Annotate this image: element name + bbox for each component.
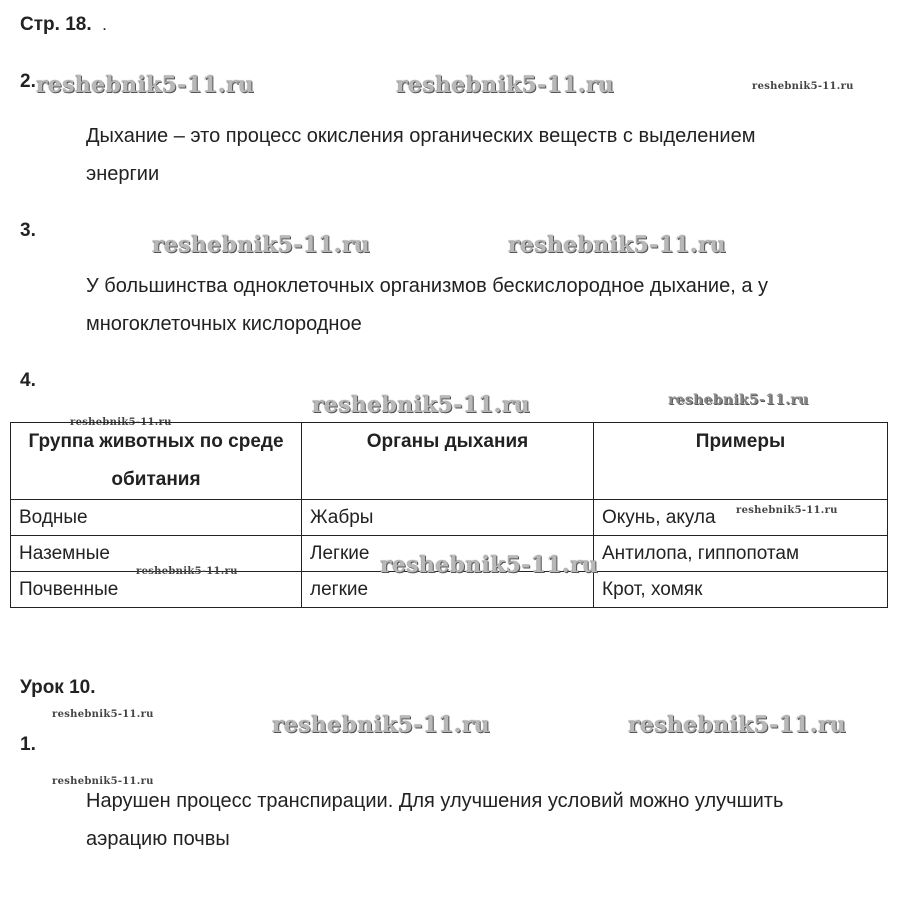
watermark: reshebnik5-11.ru: [136, 566, 238, 577]
lesson-task-1-line-2: аэрацию почвы: [86, 828, 230, 850]
watermark: reshebnik5-11.ru: [668, 392, 809, 408]
watermark: reshebnik5-11.ru: [380, 552, 599, 578]
watermark: reshebnik5-11.ru: [70, 417, 172, 428]
watermark: reshebnik5-11.ru: [272, 712, 491, 738]
table-cell: Наземные: [11, 536, 302, 572]
watermark: reshebnik5-11.ru: [396, 72, 615, 98]
table-cell: Почвенные: [11, 572, 302, 608]
task-3-answer: [86, 267, 768, 343]
task-3-number: 3.: [20, 220, 36, 241]
watermark: reshebnik5-11.ru: [628, 712, 847, 738]
table-cell: Окунь, акула: [594, 500, 888, 536]
page-title: [20, 14, 106, 36]
task-3-line-2: многоклеточных кислородное: [86, 313, 362, 335]
task-4-number: 4.: [20, 370, 36, 391]
lesson-task-1-number: 1.: [20, 734, 36, 755]
table-header-cell: Органы дыхания: [302, 423, 594, 500]
page-title-text: Стр. 18.: [20, 14, 92, 35]
table-cell: Водные: [11, 500, 302, 536]
lesson-task-1-answer: [86, 782, 783, 858]
table-cell: Легкие: [302, 536, 594, 572]
watermark: reshebnik5-11.ru: [152, 232, 371, 258]
lesson-title: Урок 10.: [20, 677, 96, 698]
watermark: reshebnik5-11.ru: [52, 776, 154, 787]
task-2-answer: [86, 117, 755, 193]
table-header-row: [11, 423, 888, 500]
task-2-number: 2.: [20, 71, 36, 92]
table-header-cell: Примеры: [594, 423, 888, 500]
watermark: reshebnik5-11.ru: [36, 72, 255, 98]
watermark: reshebnik5-11.ru: [312, 392, 531, 418]
watermark: reshebnik5-11.ru: [736, 505, 838, 516]
task-2-line-2: энергии: [86, 163, 160, 185]
task-2-line-1: Дыхание – это процесс окисления органических веществ с выделением: [86, 125, 756, 147]
table-cell: Антилопа, гиппопотам: [594, 536, 888, 572]
watermark: reshebnik5-11.ru: [52, 709, 154, 720]
table-header-cell: Группа животных по среде обитания: [11, 423, 302, 500]
table-cell: Жабры: [302, 500, 594, 536]
page-title-dot: .: [102, 19, 107, 33]
watermark: reshebnik5-11.ru: [752, 81, 854, 92]
task-3-line-1: У большинства одноклеточных организмов бескислородное дыхание, а у: [86, 275, 768, 297]
watermark: reshebnik5-11.ru: [508, 232, 727, 258]
table-cell: Крот, хомяк: [594, 572, 888, 608]
table-cell: легкие: [302, 572, 594, 608]
lesson-task-1-line-1: Нарушен процесс транспирации. Для улучшения условий можно улучшить: [86, 790, 784, 812]
